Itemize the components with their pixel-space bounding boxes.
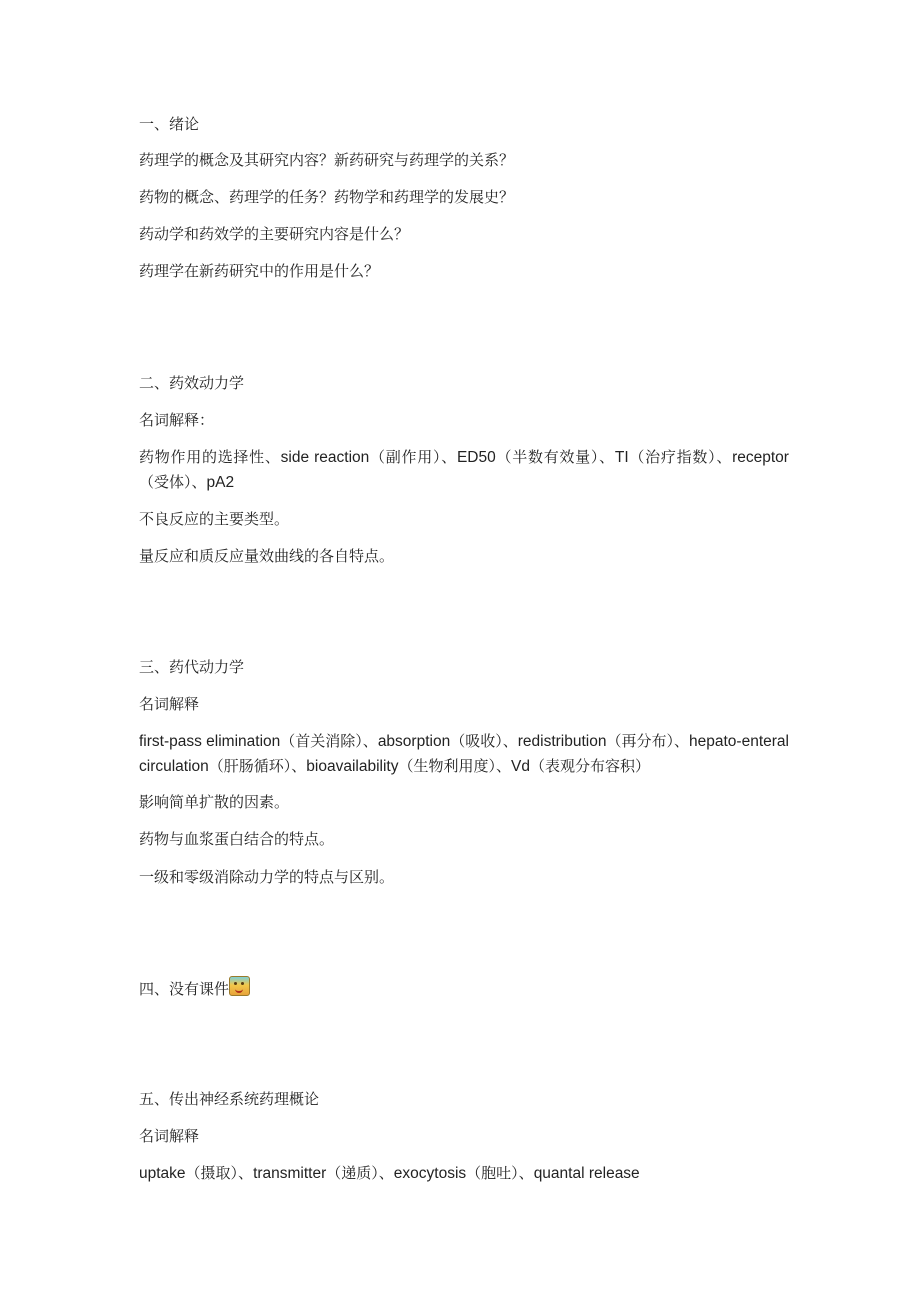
term-english: side reaction bbox=[280, 449, 370, 466]
term-definitions-label: 名词解释 bbox=[139, 1127, 200, 1145]
question-item: 量反应和质反应量效曲线的各自特点。 bbox=[139, 547, 395, 565]
section-heading-pharmacokinetics: 三、药代动力学 bbox=[139, 658, 245, 676]
term-text: （生物利用度）、 bbox=[398, 757, 512, 775]
question-item: 药理学的概念及其研究内容？新药研究与药理学的关系？ bbox=[139, 151, 515, 169]
question-item: 影响简单扩散的因素。 bbox=[139, 793, 290, 811]
term-english: first-pass elimination bbox=[139, 733, 281, 750]
term-text: （副作用）、 bbox=[369, 448, 457, 466]
term-english: Vd bbox=[511, 758, 530, 775]
term-text: （治疗指数）、 bbox=[628, 448, 733, 466]
term-text: 药物作用的选择性、 bbox=[139, 448, 281, 466]
question-item: 一级和零级消除动力学的特点与区别。 bbox=[139, 868, 395, 886]
term-text: （摄取）、 bbox=[185, 1164, 254, 1182]
section-heading-text: 四、没有课件 bbox=[139, 980, 230, 998]
question-item: 药物与血浆蛋白结合的特点。 bbox=[139, 830, 335, 848]
term-list bbox=[139, 1161, 789, 1186]
term-text: （胞吐）、 bbox=[466, 1164, 534, 1182]
section-heading-pharmacodynamics: 二、药效动力学 bbox=[139, 374, 245, 392]
term-english: uptake bbox=[139, 1165, 186, 1182]
section-heading-no-courseware bbox=[139, 976, 789, 1001]
term-english: absorption bbox=[377, 733, 451, 750]
term-definitions-label: 名词解释 bbox=[139, 695, 200, 713]
smiley-emoji-icon bbox=[229, 976, 250, 996]
term-definitions-label: 名词解释： bbox=[139, 411, 215, 429]
question-item: 药理学在新药研究中的作用是什么？ bbox=[139, 262, 380, 280]
term-text: （首关消除）、 bbox=[280, 732, 378, 750]
term-list bbox=[139, 729, 789, 779]
term-english: bioavailability bbox=[306, 758, 399, 775]
question-item: 药动学和药效学的主要研究内容是什么？ bbox=[139, 225, 410, 243]
term-text: （肝肠循环）、 bbox=[208, 757, 307, 775]
section-heading-introduction: 一、绪论 bbox=[139, 115, 200, 133]
term-text: （吸收）、 bbox=[450, 732, 518, 750]
term-english: quantal release bbox=[533, 1165, 640, 1182]
term-text: （再分布）、 bbox=[606, 732, 690, 750]
term-english: ED50 bbox=[456, 449, 496, 466]
term-text: （递质）、 bbox=[326, 1164, 394, 1182]
term-english: receptor bbox=[732, 449, 789, 466]
section-heading-efferent-nervous-system: 五、传出神经系统药理概论 bbox=[139, 1090, 320, 1108]
question-item: 不良反应的主要类型。 bbox=[139, 510, 290, 528]
term-english: TI bbox=[614, 449, 629, 466]
term-english: redistribution bbox=[517, 733, 607, 750]
question-item: 药物的概念、药理学的任务？药物学和药理学的发展史？ bbox=[139, 188, 515, 206]
term-english: transmitter bbox=[253, 1165, 327, 1182]
term-list bbox=[139, 445, 789, 495]
term-text: （半数有效量）、 bbox=[495, 448, 615, 466]
term-text: （受体）、 bbox=[139, 473, 207, 491]
term-english: pA2 bbox=[206, 474, 235, 491]
term-english: exocytosis bbox=[393, 1165, 467, 1182]
term-text: （表观分布容积） bbox=[529, 757, 650, 775]
term-english: hepato-enteral circulation bbox=[139, 733, 789, 775]
